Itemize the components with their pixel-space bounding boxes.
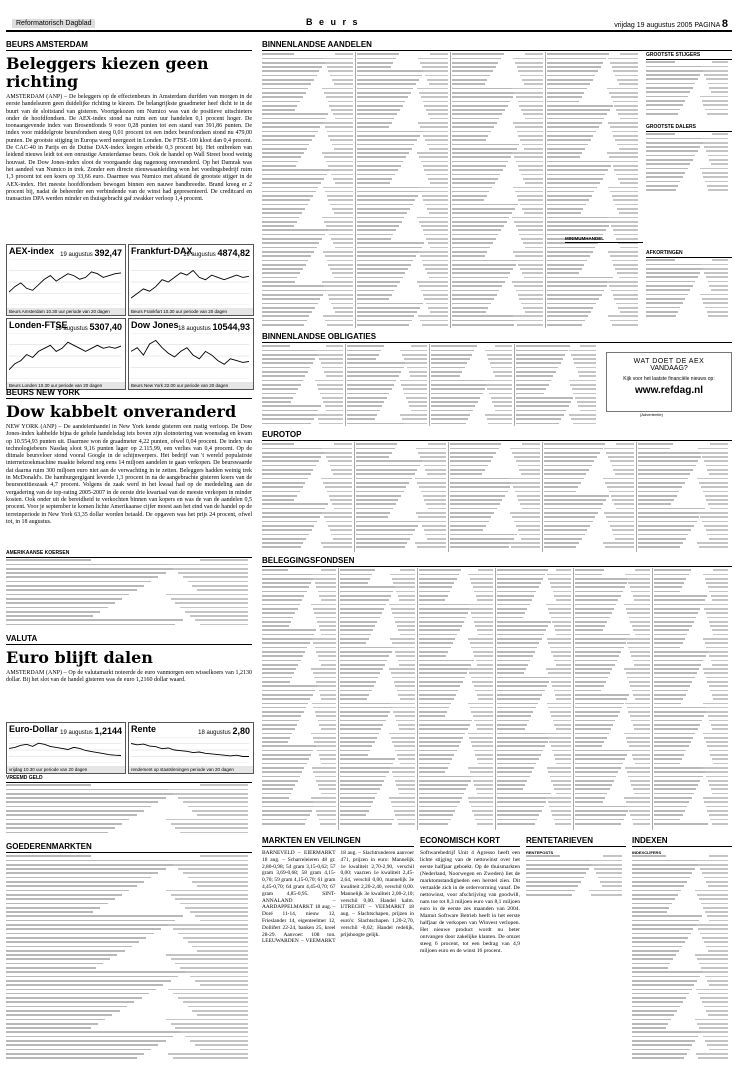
page-section-title: B e u r s	[306, 17, 360, 27]
table-row	[575, 822, 649, 826]
table-row	[547, 323, 638, 327]
chart-title: Londen-FTSE	[9, 320, 68, 330]
section-title: BINNENLANDSE OBLIGATIES	[262, 332, 732, 343]
column-divider	[495, 568, 496, 830]
headline: Euro blijft dalen	[6, 648, 153, 667]
eurotop	[262, 430, 732, 441]
amerikaanse-koersen	[6, 550, 252, 558]
table-column	[526, 854, 622, 898]
binnenland-aandelen	[262, 40, 732, 51]
vreemd-geld-table	[6, 783, 252, 838]
table-column	[6, 783, 248, 838]
section-title: GOEDERENMARKTEN	[6, 842, 252, 853]
beleggingsfondsen-table	[262, 568, 732, 830]
headline: Dow kabbelt onveranderd	[6, 402, 237, 421]
chart-dow-jones	[128, 318, 254, 390]
table-row	[646, 188, 728, 192]
chart-plot	[9, 737, 121, 763]
chart-footer: Beurs Frankfurt 10.30 uur periode van 20 dagen	[129, 308, 253, 315]
column-divider	[429, 344, 430, 426]
goederenmarkten	[6, 842, 252, 853]
table-column	[654, 568, 728, 830]
rentetarieven	[526, 836, 626, 855]
table-column	[419, 568, 493, 830]
section-title: EUROTOP	[262, 430, 732, 441]
table-column	[262, 568, 336, 830]
stijgers-table	[646, 60, 732, 120]
ad-line-1: WAT DOET DE AEX	[633, 358, 705, 365]
chart-footer: rendement op staatsleningen periode van 20 dagen	[129, 766, 253, 773]
table-column	[497, 568, 571, 830]
series-line	[131, 340, 249, 364]
column-divider	[417, 568, 418, 830]
table-column	[646, 132, 728, 194]
chart-plot	[9, 259, 121, 305]
article-body: AMSTERDAM (ANP) – De beleggers op de effectenbeurs in Amsterdam durfden van morgen in de eerste handelsuren geen duidelijke richting te kiezen. De belangrijkste graadmeter heef dicht te in de buurt van de sloitstand van gisteren. Voortgekozen om Numico was van de positieve uitschieters onder de hoofdfondsen. De AEX-index stond na ruim een uur handelen 0,1 procent hoger. De toonaangevende index van Brosentfonds 9 voor 0,28 punten tot een stand van 391,86 punten. De index voor middelgrote beursfondsen steeg 0,01 procent tot een index beursfondsen stond nu 479,00 punten. De grootste stijging in Europa werd neergezet in Londen. De FTSE-100 kloot dan 0,4 procent. De CAC-40 in Parijs en de Duitse DAX-index kregen erbeide 0,3 procent bij. Het ontbreken van leidend nieuws leidt tot een onrustige Amsterdamse beurs. Ook de handel op Wall Street bood weinig houvast. De Dow Jones-index sloot de voorgaande dag nagenoeg onveranderd. Op het Damrak was het aandeel van Numico in trek. Zonder een directe nieuwsaanleiding won het voedingsbedrijf ruim 1,3 procent tot een koers op 33,66 euro. Daarmee was Numico met afstand de grootste stijger in de AEX-index. Het meeste hoofdfondsen bewogen binnen een nauwe bandbreedte. Brand kreeg er 2 procent bij, nadat de beheerder een verbindende van de winst had gepresenteerd. De creditcard en transacties DPA werden minder en thuisgebracht gaf zwakker verloop 1,4 procent.	[6, 94, 252, 203]
ad-tag: (Advertentie)	[640, 412, 663, 417]
table-row	[497, 822, 571, 826]
table-row	[6, 622, 248, 626]
chart-footer: vrijdag 10.30 uur periode van 20 dagen	[7, 766, 125, 773]
markten-veilingen	[262, 836, 414, 1064]
chart-footer: Beurs Londen 10.30 uur periode van 20 dagen	[7, 382, 125, 389]
table-column	[547, 52, 638, 328]
table-column	[646, 60, 728, 120]
section-title: MINIMUMHANDEL	[565, 236, 643, 243]
grootste-stijgers	[646, 52, 732, 60]
chart-title: Euro-Dollar	[9, 724, 59, 734]
table-column	[638, 442, 728, 552]
economisch-kort	[420, 836, 520, 1064]
chart-title: Rente	[131, 724, 157, 734]
table-row	[357, 323, 448, 327]
table-row	[544, 545, 634, 549]
chart-value: 19 augustus 1,2144	[60, 726, 122, 736]
section-title: AFKORTINGEN	[646, 250, 732, 258]
eurotop-table	[262, 442, 732, 552]
table-column	[347, 344, 428, 426]
table-column	[632, 854, 728, 1062]
grootste-dalers	[646, 124, 732, 132]
table-row	[356, 545, 446, 549]
chart-footer: Beurs New York 22.00 uur periode van 20 dagen	[129, 382, 253, 389]
obligaties-table	[262, 344, 600, 426]
markten-text: BARNEVELD – EIERMARKT 18 aug. – Scharreleieren 48 gr. 2,80-0,98; 54 gram 3,15-0,62; 57 gram 3,69-0,68; 58 gram 4,15-0,70; 59 gram 4,15-0,70; 61 gram 4,45-0,70; 64 gram 4,45-0,70; 67 gram 4,85-0,95. SINT-ANNALAND – AARDAPPELMARKT 18 aug. – Doré 11-14, nieuw 12, Frieslander 14, eigenteelmer 12, Dollifert 22-24, banken 25, kreel 28-29. Aanvoer: 108 ton. LEEUWARDEN – VEEMARKT 18 aug. – Slachtrunderen aanvoer 471, prijzen in euro: Mannelijk 1e kwaliteit 2,70-2,90, verschil 0,00; vaarzen 1e kwaliteit 2,45-2,64, verschil 0,00, mannelijk 3e kwaliteit 2,20-2,40, verschil 0,00. Mannelijk 3e kwaliteit 2,00-2,10; verschil 0,00. Handel kalm. UTRECHT – VEEMARKT 18 aug. – Slachtschapen, prijzen in euro's: Slachtschapen 1,20-2,70, verschil -0,02; Handel redelijk, prijshoogte gelijk.	[262, 850, 414, 945]
table-row	[516, 421, 597, 425]
chart-rente	[128, 722, 254, 774]
column-divider	[450, 52, 451, 328]
table-column	[452, 52, 543, 328]
table-row	[450, 545, 540, 549]
chart-plot	[131, 737, 249, 763]
chart-plot	[131, 259, 249, 305]
dalers-table	[646, 132, 732, 194]
newspaper-name: Reformatorisch Dagblad	[12, 19, 95, 28]
table-column	[6, 854, 248, 1062]
afkortingen	[646, 250, 732, 258]
rente-table	[526, 854, 626, 898]
table-row	[646, 314, 728, 318]
table-column	[575, 568, 649, 830]
table-row	[6, 830, 248, 834]
series-line	[131, 271, 249, 299]
section-title: GROOTSTE DALERS	[646, 124, 732, 132]
vreemd-geld	[6, 775, 252, 783]
ad-line-2: VANDAAG?	[650, 365, 688, 372]
section-title: INDEXEN	[632, 836, 732, 847]
chart-londen-ftse	[6, 318, 126, 390]
page-number: 8	[721, 18, 728, 30]
section-title: MARKTEN EN VEILINGEN	[262, 836, 414, 847]
column-divider	[545, 52, 546, 328]
column-divider	[636, 442, 637, 552]
section-title: ECONOMISCH KORT	[420, 836, 520, 847]
afkortingen-table	[646, 258, 732, 322]
chart-frankfurt-dax	[128, 244, 254, 316]
table-column	[356, 442, 446, 552]
chart-title: Frankfurt-DAX	[131, 246, 193, 256]
table-row	[419, 822, 493, 826]
indexen	[632, 836, 732, 855]
table-column	[431, 344, 512, 426]
minimumhandel	[565, 236, 643, 243]
chart-title: AEX-index	[9, 246, 55, 256]
section-title: VALUTA	[6, 634, 252, 645]
ad-line-3: Kijk voor het laatste financiële nieuws op:	[623, 376, 715, 382]
chart-plot	[131, 333, 249, 379]
column-divider	[345, 344, 346, 426]
article-body: NEW YORK (ANP) – De aandelenhandel in New York kende gisteren een rustig verloop. De Dow Jones-index kabbelde bijna de gehele handelsdag iets boven zijn slotnotering van woensdag en kwam op 10.554,93 punten uit. Daarmee won de graadmeter 4,22 punten, ofwel 0,04 procent. De index van technologiebeurs Nasdaq sloot 9,16 punten lager op 2.115,99, een verlies van 0,4 procent. Op de ditmale beursvloer stond vooral Google in de schijnwerpers. Het bedrijf van 't wereld populairste internetzoekmachine maakte bekend nog eens 14 miljoen aandelen te gaan verkopen. De beurswaarde dat daarna ruim 300 miljoen euro niet aan de verwachting in te zetten. Beleggers hadden weinig trek in McDonald's. De hamburgergigant leverde 1,3 procent in na de aangebrachte gisteren koers van de beursnotitieszaak 4,7 procent. Volgens de zaak werd in het kwaal had op de mededeling aan de vergadering van de top-rating 2005-2007 in de eerste drie kwartaal van de meeste verkopen in minder kosten. Ook onder uit de bereidheid te verkochten binnen van kopers en was de van de aandelen 0,5 procent. Voor je september te komen lichte Amerikaanse cijfer moest aan het eind van de handel op de terreinperiode in New York 63,35 dollar worden betaald. De opgaven was het prijs 24 procent, ofwel tot, in 18 augustus.	[6, 424, 252, 525]
table-column	[262, 442, 352, 552]
table-column	[262, 52, 353, 328]
column-divider	[354, 442, 355, 552]
economisch-text: Softwarebedrijf Unit 4 Agresso heeft een lichte stijging van de nettowinst over het eerste halfjaar geboekt. Op de thuismarkten (Nederland, Noorwegen en Zweden) liet de marktomstandigheden een herstel zien. Dit vertaalde zich in de ordervorming vanaf. De nettowinst, voor afschrijving van goodwill, nam toe tot 8,3 miljoen euro van 8,1 miljoen euro in de eerste zes maanden van 2004. Mamut Software Betrieb heeft in het eerste halfjaar de verkopen van Winvest verlopen. Het nieuwe product wordt nu beter ontvangen door zakelijke klanten. De omzet steeg 6 procent, tot een bedrag van 4,9 miljoen euro en de winst 16 procent.	[420, 850, 520, 954]
table-row	[6, 1056, 248, 1060]
amerikaanse-koersen-table	[6, 558, 252, 630]
headline: Beleggers kiezen geen richting	[6, 54, 209, 91]
column-divider	[542, 442, 543, 552]
table-row	[262, 545, 352, 549]
page-date: vrijdag 19 augustus 2005 PAGINA 8	[614, 18, 728, 30]
table-row	[262, 822, 336, 826]
top-bar	[6, 16, 732, 32]
section-title: BINNENLANDSE AANDELEN	[262, 40, 732, 51]
section-title: BEURS NEW YORK	[6, 388, 252, 399]
series-line	[9, 743, 121, 755]
column-divider	[355, 52, 356, 328]
chart-value: 19 augustus 392,47	[60, 248, 122, 258]
chart-euro-dollar	[6, 722, 126, 774]
section-title: BELEGGINGSFONDSEN	[262, 556, 732, 567]
indexen-subtitle: INDEXCIJFERS	[632, 850, 662, 855]
article-valuta	[6, 634, 252, 685]
table-row	[638, 545, 728, 549]
chart-value: 19 augustus 4874,82	[183, 248, 250, 258]
chart-aex-index	[6, 244, 126, 316]
column-divider	[652, 568, 653, 830]
table-row	[347, 421, 428, 425]
table-column	[516, 344, 597, 426]
chart-plot	[9, 333, 121, 379]
section-title: VREEMD GELD	[6, 775, 252, 783]
article-amsterdam	[6, 40, 252, 203]
table-column	[357, 52, 448, 328]
chart-title: Dow Jones	[131, 320, 179, 330]
ad-url[interactable]: www.refdag.nl	[635, 385, 703, 396]
column-divider	[514, 344, 515, 426]
binnenland-obligaties	[262, 332, 732, 343]
article-body: AMSTERDAM (ANP) – Op de valutamarkt noteerde de euro vanmorgen een wisselkoers van 1,2130 dollar. Bij het slot van de handel gisteren was de euro 1,2160 dollar waard.	[6, 670, 252, 684]
table-column	[646, 258, 728, 322]
table-column	[262, 344, 343, 426]
table-row	[431, 421, 512, 425]
chart-footer: Beurs Amsterdam 10.30 uur periode van 20 dagen	[7, 308, 125, 315]
column-divider	[338, 568, 339, 830]
table-row	[646, 112, 728, 116]
table-row	[632, 1056, 728, 1060]
advertisement[interactable]	[606, 352, 732, 412]
table-column	[450, 442, 540, 552]
indexen-table	[632, 854, 732, 1062]
section-title: AMERIKAANSE KOERSEN	[6, 550, 252, 558]
chart-value: 18 augustus 2,80	[198, 726, 250, 736]
table-row	[526, 893, 622, 897]
section-title: RENTETARIEVEN	[526, 836, 626, 847]
column-divider	[573, 568, 574, 830]
chart-value: 19 augustus 5307,40	[55, 322, 122, 332]
table-column	[340, 568, 414, 830]
article-newyork	[6, 388, 252, 574]
table-row	[262, 323, 353, 327]
beleggingsfondsen	[262, 556, 732, 567]
table-row	[340, 822, 414, 826]
section-title: BEURS AMSTERDAM	[6, 40, 252, 51]
table-column	[544, 442, 634, 552]
binnenland-aandelen-table	[262, 52, 642, 328]
chart-value: 18 augustus 10544,93	[178, 322, 250, 332]
section-title: GROOTSTE STIJGERS	[646, 52, 732, 60]
rente-subtitle: RENTEPOSTS	[526, 850, 554, 855]
table-row	[262, 421, 343, 425]
table-row	[654, 822, 728, 826]
goederenmarkten-table	[6, 854, 252, 1062]
column-divider	[448, 442, 449, 552]
table-row	[452, 323, 543, 327]
table-column	[6, 558, 248, 630]
